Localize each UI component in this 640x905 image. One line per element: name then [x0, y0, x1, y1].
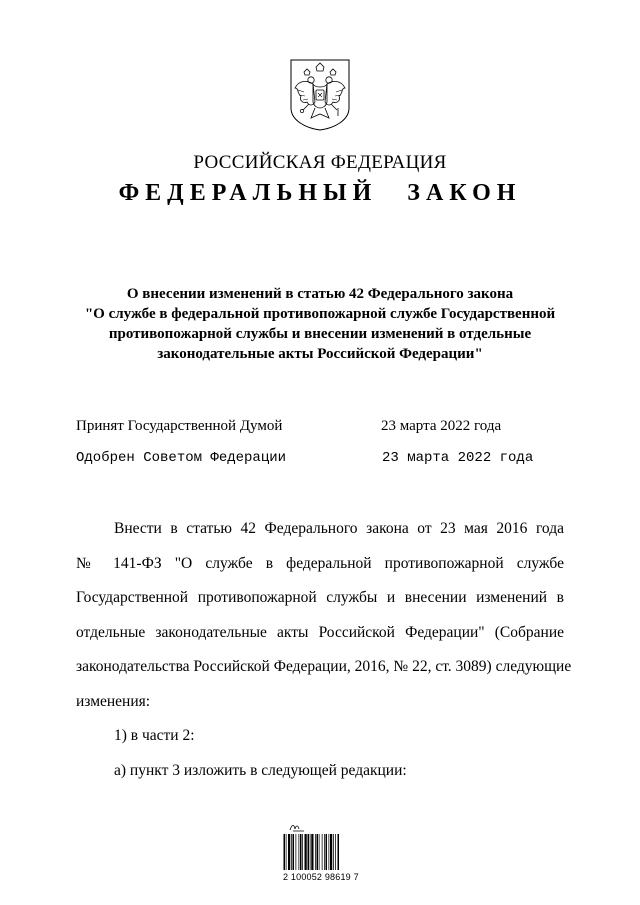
country-name: РОССИЙСКАЯ ФЕДЕРАЦИЯ [193, 152, 447, 173]
list-item-a: а) пункт 3 изложить в следующей редакции: [114, 762, 407, 779]
barcode-bar [317, 834, 319, 870]
main-paragraph [76, 512, 572, 720]
document-type-word-1: ФЕДЕРАЛЬНЫЙ [118, 180, 378, 206]
paragraph-line: № 141-ФЗ "О службе в федеральной противопожарной службе [76, 554, 564, 572]
approval-council-label: Одобрен Советом Федерации [76, 450, 287, 466]
paragraph-line: законодательства Российской Федерации, 2016, № 22, ст. 3089) следующие [76, 658, 572, 676]
document-type [0, 180, 640, 207]
barcode-bar [291, 834, 292, 870]
barcode-bar [288, 834, 290, 870]
adoption-duma [76, 418, 576, 440]
law-title-line: "О службе в федеральной противопожарной службе Государственной [84, 306, 556, 322]
barcode-bar [330, 834, 332, 870]
barcode-bar [308, 834, 310, 870]
law-title-line: законодательные акты Российской Федерации" [157, 346, 483, 362]
list-item-1: 1) в части 2: [114, 727, 195, 744]
paragraph-line: Государственной противопожарной службы и внесении изменений в [76, 589, 564, 607]
barcode-bar [333, 834, 334, 870]
barcode-bar [322, 834, 323, 870]
barcode-bar [302, 834, 303, 870]
law-title [60, 284, 580, 364]
paragraph-line: изменения: [76, 692, 151, 710]
barcode-block [283, 822, 358, 884]
barcode-bar [293, 834, 295, 870]
law-title-line: противопожарной службы и внесении изменений в отдельные [108, 326, 532, 342]
adoption-duma-date: 23 марта 2022 года [381, 418, 502, 434]
barcode-bar [335, 834, 336, 870]
barcode-bar [324, 834, 325, 870]
paragraph-line: Внести в статью 42 Федерального закона от 23 мая 2016 года [114, 520, 564, 537]
barcode-icon [283, 834, 358, 870]
barcode-bar [296, 834, 297, 870]
barcode-bar [286, 834, 287, 870]
barcode-bar [326, 834, 328, 870]
barcode-bar [319, 834, 320, 870]
barcode-bar [305, 834, 307, 870]
barcode-bar [338, 834, 340, 870]
barcode-bar [310, 834, 311, 870]
barcode-bar [329, 834, 330, 870]
approval-council [76, 450, 576, 472]
barcode-bar [311, 834, 313, 870]
law-title-line: О внесении изменений в статью 42 Федерального закона [126, 286, 514, 302]
barcode-number: 2 100052 98619 7 [283, 872, 359, 882]
barcode-bar [315, 834, 316, 870]
paragraph-line: отдельные законодательные акты Российской Федерации" (Собрание [76, 623, 564, 641]
coat-of-arms-icon [289, 58, 351, 132]
barcode-bar [284, 834, 286, 870]
adoption-duma-label: Принят Государственной Думой [76, 418, 283, 434]
signature-mark-icon [289, 822, 305, 832]
barcode-bar [299, 834, 300, 870]
barcode-bar [300, 834, 302, 870]
approval-council-date: 23 марта 2022 года [382, 450, 534, 466]
document-type-word-2: ЗАКОН [407, 180, 522, 206]
